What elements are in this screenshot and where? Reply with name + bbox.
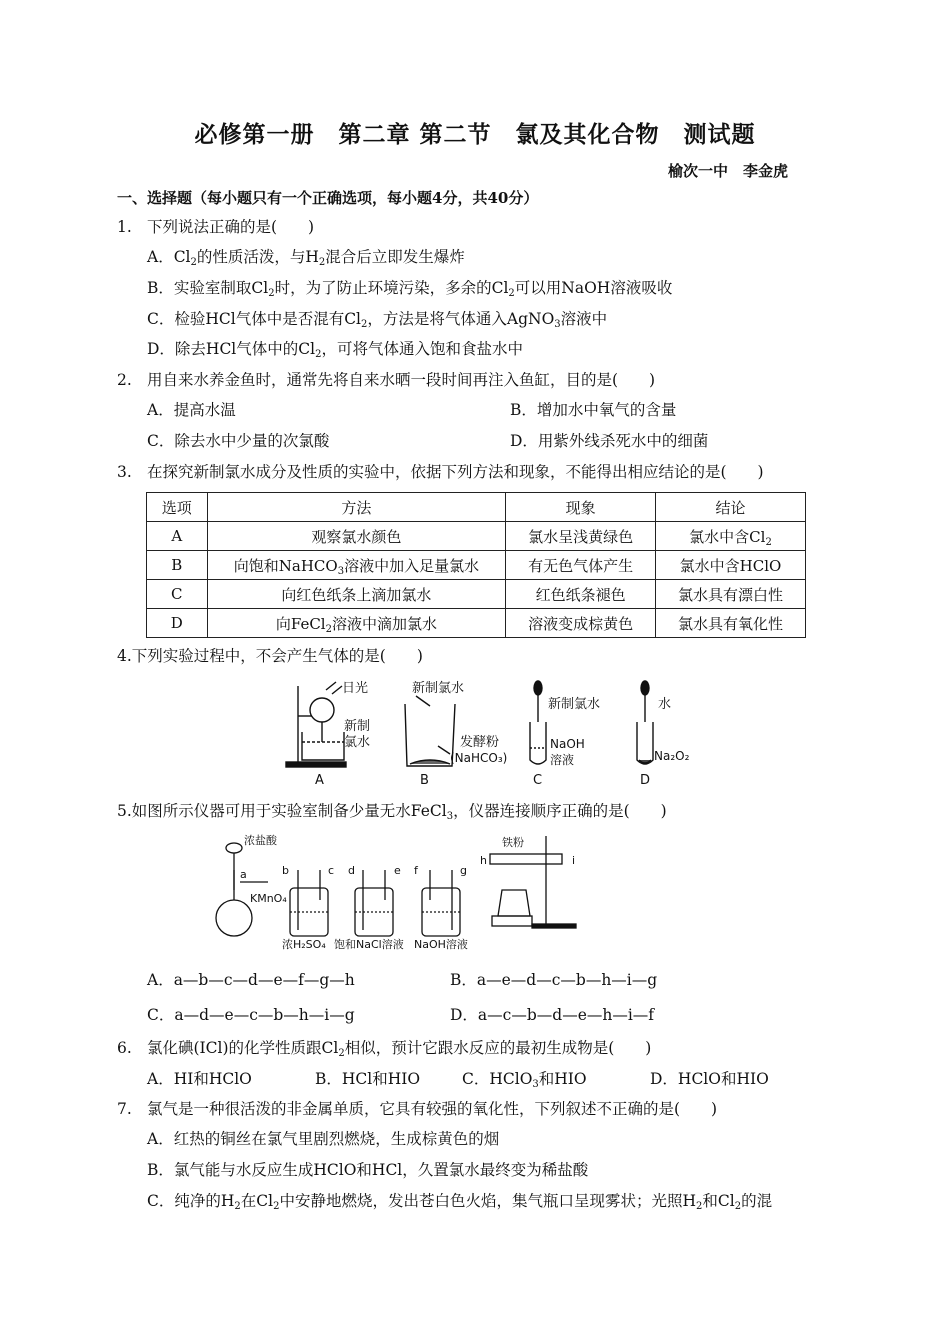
- q1-option-b: B．实验室制取$Cl_2$时，为了防止环境污染，多余的$Cl_2$可以用NaOH溶液吸收: [147, 279, 673, 299]
- q7-option-a: A．红热的铜丝在氯气里剧烈燃烧，生成棕黄色的烟: [147, 1130, 500, 1148]
- page-title: 必修第一册 第二章 第二节 氯及其化合物 测试题: [194, 121, 756, 148]
- test-tube-d: [637, 722, 653, 764]
- header-method: 方法: [207, 493, 506, 522]
- dropper-bulb-d: [641, 681, 649, 695]
- cell-conclusion: 氯水中含$Cl_2$: [656, 522, 806, 551]
- q2-option-a: A．提高水温: [147, 401, 236, 419]
- round-flask: [216, 900, 252, 936]
- q7-stem: 氯气是一种很活泼的非金属单质，它具有较强的氧化性，下列叙述不正确的是( ): [147, 1100, 718, 1118]
- label-new-chlorine-b: 新制氯水: [412, 681, 465, 696]
- q1-option-d: D．除去HCl气体中的$Cl_2$，可将气体通入饱和食盐水中: [147, 340, 523, 360]
- q4-stem: 4.下列实验过程中，不会产生气体的是( ): [117, 647, 423, 665]
- label-nahco3: (NaHCO₃): [450, 751, 508, 765]
- cell-option: D: [147, 609, 208, 638]
- q2-stem: 用自来水养金鱼时，通常先将自来水晒一段时间再注入鱼缸，目的是( ): [147, 371, 656, 389]
- label-naoh1: NaOH: [550, 737, 585, 751]
- q5-option-c: C．a—d—e—c—b—h—i—g: [147, 1006, 355, 1024]
- cell-phenomenon: 氯水呈浅黄绿色: [506, 522, 656, 551]
- q5-option-b: B．a—e—d—c—b—h—i—g: [450, 971, 658, 989]
- test-tube-c: [530, 722, 546, 764]
- label-d: D: [640, 773, 651, 788]
- label-naoh2: 溶液: [550, 753, 575, 767]
- q3-table: [146, 492, 806, 638]
- table-header-row: [147, 493, 806, 522]
- label-kmno4: KMnO₄: [250, 892, 287, 905]
- q6-number: 6.: [117, 1039, 132, 1057]
- table-row: [147, 609, 806, 638]
- flask-a: [310, 698, 334, 722]
- label-na2o2: Na₂O₂: [654, 749, 690, 763]
- cell-method: 向饱和NaHCO$_3$溶液中加入足量氯水: [207, 551, 506, 580]
- cell-phenomenon: 红色纸条褪色: [506, 580, 656, 609]
- label-sunlight: 日光: [342, 681, 369, 696]
- label-yeast: 发酵粉: [460, 735, 500, 750]
- port-f: f: [414, 864, 418, 877]
- section-heading: 一、选择题（每小题只有一个正确选项，每小题4分，共40分）: [117, 189, 539, 207]
- header-option: 选项: [147, 493, 208, 522]
- lamp: [498, 890, 530, 916]
- label-new-chlorine-a2: 氯水: [344, 735, 371, 750]
- label-bottle3: NaOH溶液: [414, 938, 468, 951]
- q6-option-c: C．HClO$_3$和HIO: [462, 1070, 587, 1090]
- cell-phenomenon: 有无色气体产生: [506, 551, 656, 580]
- port-g: g: [460, 864, 467, 877]
- port-c: c: [328, 864, 335, 877]
- port-i: i: [572, 854, 576, 867]
- port-d: d: [348, 864, 355, 877]
- dropper-bulb-c: [534, 681, 542, 695]
- q6-option-d: D．HClO和HIO: [650, 1070, 769, 1088]
- cell-method: 向FeCl$_2$溶液中滴加氯水: [207, 609, 506, 638]
- q3-number: 3.: [117, 463, 132, 481]
- q6-option-b: B．HCl和HIO: [315, 1070, 421, 1088]
- table-row: [147, 522, 806, 551]
- table-row: [147, 551, 806, 580]
- label-b: B: [420, 773, 429, 788]
- header-phenomenon: 现象: [506, 493, 656, 522]
- q1-option-a: A．$Cl_2$的性质活泼，与$H_2$混合后立即发生爆炸: [147, 248, 465, 268]
- beaker-b: [405, 704, 455, 766]
- cell-option: C: [147, 580, 208, 609]
- header-conclusion: 结论: [656, 493, 806, 522]
- cell-method: 向红色纸条上滴加氯水: [207, 580, 506, 609]
- cell-option: A: [147, 522, 208, 551]
- q6-option-a: A．HI和HClO: [147, 1070, 252, 1088]
- q2-option-d: D．用紫外线杀死水中的细菌: [510, 432, 709, 450]
- label-new-chlorine-c: 新制氯水: [548, 697, 601, 712]
- cell-conclusion: 氯水具有氧化性: [656, 609, 806, 638]
- q1-stem: 下列说法正确的是( ): [147, 218, 315, 236]
- cell-conclusion: 氯水中含HClO: [656, 551, 806, 580]
- label-bottle2: 饱和NaCl溶液: [334, 938, 404, 951]
- funnel: [226, 843, 242, 853]
- label-c: C: [533, 773, 543, 788]
- q1-option-c: C．检验HCl气体中是否混有$Cl_2$，方法是将气体通入AgNO$_3$溶液中: [147, 310, 608, 330]
- q6-stem: 氯化碘(ICl)的化学性质跟$Cl_2$相似，预计它跟水反应的最初生成物是( ): [147, 1039, 652, 1059]
- label-new-chlorine-a1: 新制: [344, 719, 371, 734]
- author: 榆次一中 李金虎: [668, 162, 789, 180]
- q7-option-b: B．氯气能与水反应生成HClO和HCl，久置氯水最终变为稀盐酸: [147, 1161, 589, 1179]
- stand-base: [286, 762, 346, 767]
- label-iron: 铁粉: [502, 836, 524, 849]
- reaction-tube: [490, 854, 562, 864]
- q2-option-c: C．除去水中少量的次氯酸: [147, 432, 330, 450]
- q5-option-d: D．a—c—b—d—e—h—i—f: [450, 1006, 655, 1024]
- water-bath: [302, 732, 344, 760]
- q5-figure: [210, 830, 590, 952]
- label-conc-hcl: 浓盐酸: [244, 834, 277, 847]
- q2-number: 2.: [117, 371, 132, 389]
- cell-conclusion: 氯水具有漂白性: [656, 580, 806, 609]
- cell-option: B: [147, 551, 208, 580]
- q7-number: 7.: [117, 1100, 132, 1118]
- q3-stem: 在探究新制氯水成分及性质的实验中，依据下列方法和现象，不能得出相应结论的是( ): [147, 463, 764, 481]
- port-a: a: [240, 868, 247, 881]
- q5-stem: 5.如图所示仪器可用于实验室制备少量无水FeCl$_3$，仪器连接顺序正确的是( ): [117, 802, 667, 822]
- q7-option-c: C．纯净的$H_2$在$Cl_2$中安静地燃烧，发出苍白色火焰，集气瓶口呈现雾状；光照$H_2$和$Cl_2$的混: [147, 1192, 773, 1212]
- label-bottle1: 浓H₂SO₄: [282, 938, 326, 951]
- q2-option-b: B．增加水中氧气的含量: [510, 401, 677, 419]
- q5-option-a: A．a—b—c—d—e—f—g—h: [147, 971, 355, 989]
- table-row: [147, 580, 806, 609]
- q4-figure: [280, 676, 690, 790]
- label-a: A: [315, 773, 324, 788]
- port-b: b: [282, 864, 289, 877]
- cell-method: 观察氯水颜色: [207, 522, 506, 551]
- q1-number: 1.: [117, 218, 132, 236]
- cell-phenomenon: 溶液变成棕黄色: [506, 609, 656, 638]
- port-e: e: [394, 864, 401, 877]
- label-water: 水: [658, 697, 672, 712]
- port-h: h: [480, 854, 487, 867]
